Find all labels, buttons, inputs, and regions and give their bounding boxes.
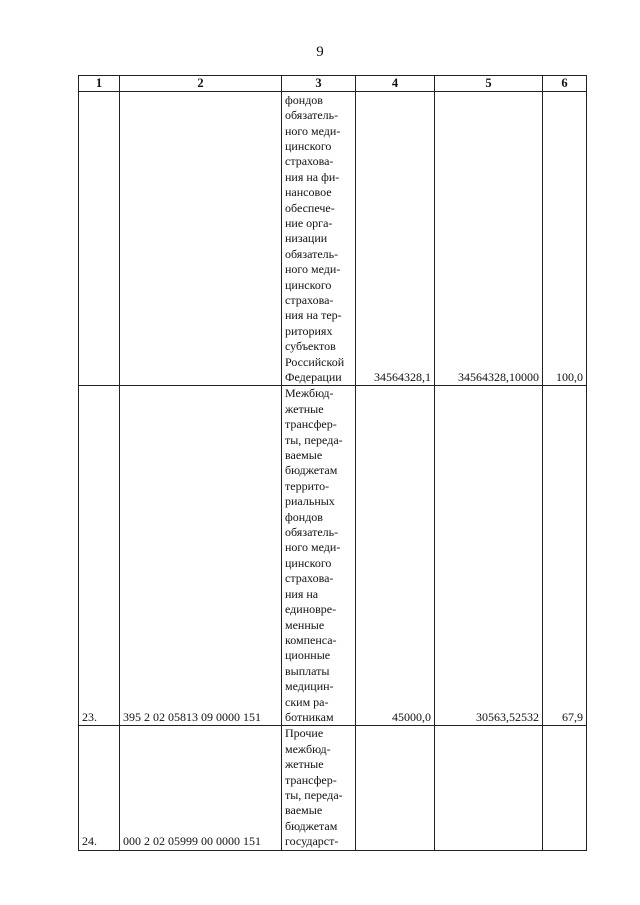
column-header: 3 [282,76,356,92]
item-name: Межбюд- жетные трансфер- ты, переда- ваемые бюджетам террито- риальных фондов обязатель- ного меди- цинского страхова- ния на единовре- менные компенса- ционные выплаты медицин- ским ра- ботникам [282,386,356,726]
table-row [79,92,587,386]
row-number: 24. [79,726,120,850]
column-header: 6 [543,76,587,92]
percent-value: 67,9 [543,386,587,726]
table-row [79,726,587,850]
column-header: 2 [120,76,282,92]
actual-value: 30563,52532 [435,386,543,726]
actual-value [435,726,543,850]
item-name: фондов обязатель- ного меди- цинского страхова- ния на фи- нансовое обеспече- ние орга- низации обязатель- ного меди- цинского страхова- ния на тер- риториях субъектов Российской Федерации [282,92,356,386]
plan-value: 34564328,1 [356,92,435,386]
budget-code [120,92,282,386]
budget-table [78,75,587,851]
row-number [79,92,120,386]
column-header: 4 [356,76,435,92]
actual-value: 34564328,10000 [435,92,543,386]
column-header: 1 [79,76,120,92]
row-number: 23. [79,386,120,726]
percent-value [543,726,587,850]
budget-code: 395 2 02 05813 09 0000 151 [120,386,282,726]
budget-code: 000 2 02 05999 00 0000 151 [120,726,282,850]
plan-value: 45000,0 [356,386,435,726]
page-number: 9 [316,44,324,60]
table-row [79,386,587,726]
percent-value: 100,0 [543,92,587,386]
table-header-row [79,76,587,92]
column-header: 5 [435,76,543,92]
item-name: Прочие межбюд- жетные трансфер- ты, переда- ваемые бюджетам государст- [282,726,356,850]
plan-value [356,726,435,850]
